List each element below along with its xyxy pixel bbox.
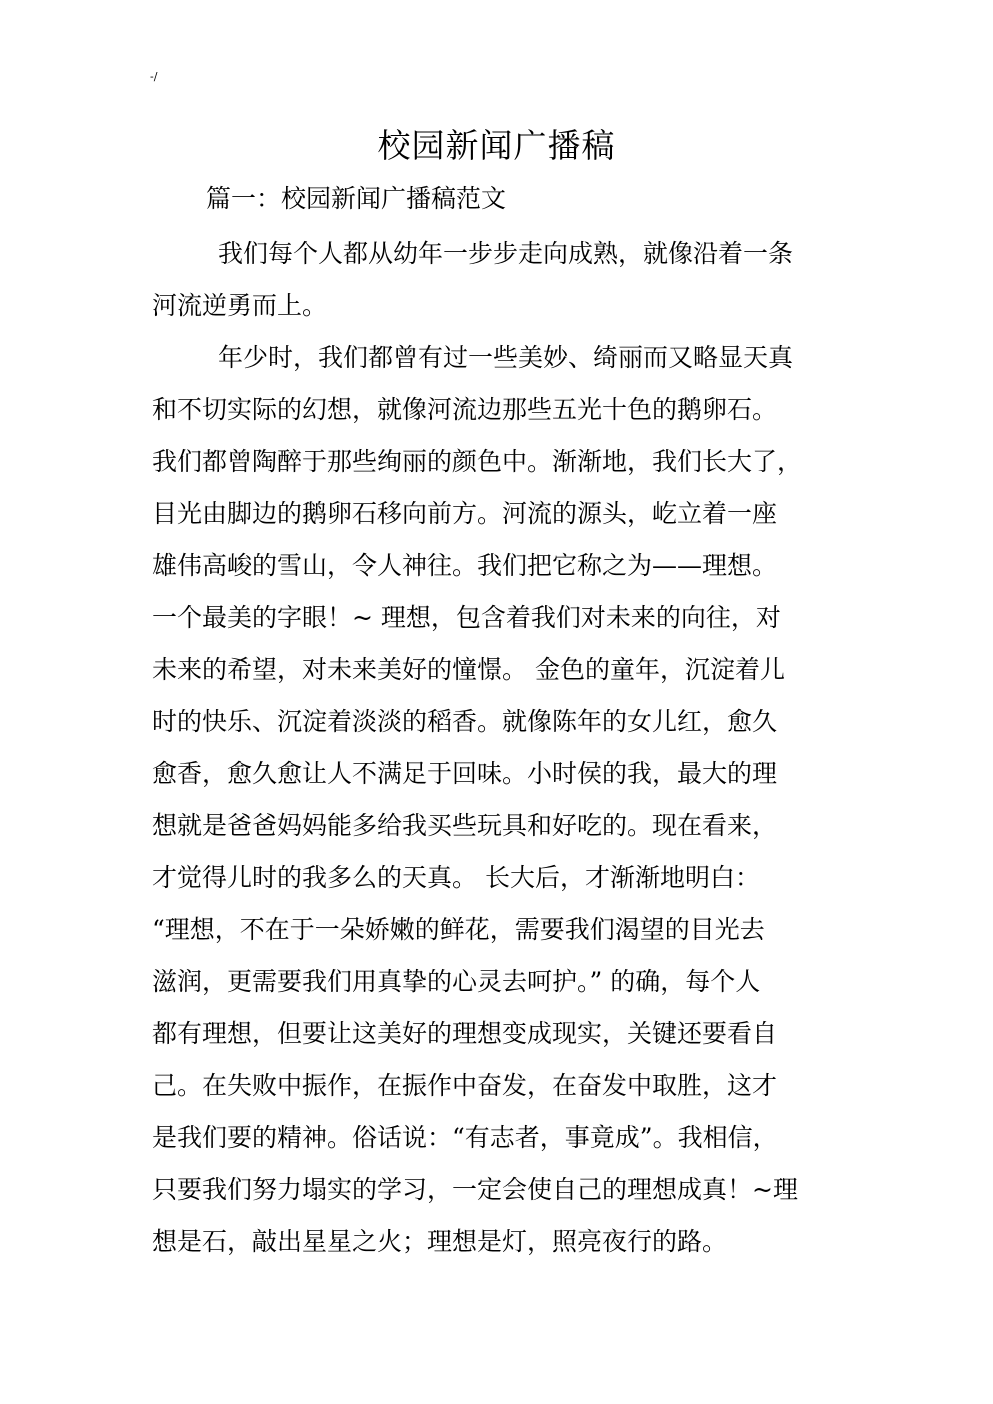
body-line: 雄伟高峻的雪山，令人神往。我们把它称之为——理想。 <box>152 551 778 580</box>
header-mark: -/ <box>150 70 158 83</box>
body-line: 和不切实际的幻想，就像河流边那些五光十色的鹅卵石。 <box>152 395 778 424</box>
body-line: 时的快乐、沉淀着淡淡的稻香。就像陈年的女儿红，愈久 <box>152 707 778 736</box>
body-line: 是我们要的精神。俗话说：“有志者，事竟成”。我相信， <box>152 1123 778 1152</box>
body-line: 想是石，敲出星星之火；理想是灯，照亮夜行的路。 <box>152 1227 728 1256</box>
article-subtitle: 篇一：校园新闻广播稿范文 <box>206 184 507 213</box>
body-line: 想就是爸爸妈妈能多给我买些玩具和好吃的。现在看来， <box>152 811 778 840</box>
body-line: 愈香，愈久愈让人不满足于回味。小时侯的我，最大的理 <box>152 759 778 788</box>
body-line: 年少时，我们都曾有过一些美妙、绮丽而又略显天真 <box>218 343 794 372</box>
body-line: 我们每个人都从幼年一步步走向成熟，就像沿着一条 <box>218 239 794 268</box>
body-line: 河流逆勇而上。 <box>152 291 328 320</box>
body-line: 己。在失败中振作，在振作中奋发，在奋发中取胜，这才 <box>152 1071 778 1100</box>
body-line: 才觉得儿时的我多么的天真。 长大后，才渐渐地明白： <box>152 863 760 892</box>
body-line: 都有理想，但要让这美好的理想变成现实，关键还要看自 <box>152 1019 778 1048</box>
body-line: 滋润，更需要我们用真挚的心灵去呵护。” 的确，每个人 <box>152 967 761 996</box>
body-line: 只要我们努力塌实的学习，一定会使自己的理想成真！~理 <box>152 1175 798 1204</box>
page-title: 校园新闻广播稿 <box>377 126 616 165</box>
body-line: “理想，不在于一朵娇嫩的鲜花，需要我们渴望的目光去 <box>152 915 765 944</box>
body-line: 我们都曾陶醉于那些绚丽的颜色中。渐渐地，我们长大了， <box>152 447 803 476</box>
body-line: 未来的希望，对未来美好的憧憬。 金色的童年，沉淀着儿 <box>152 655 785 684</box>
body-line: 一个最美的字眼！~ 理想，包含着我们对未来的向往，对 <box>152 603 781 632</box>
body-line: 目光由脚边的鹅卵石移向前方。河流的源头，屹立着一座 <box>152 499 778 528</box>
